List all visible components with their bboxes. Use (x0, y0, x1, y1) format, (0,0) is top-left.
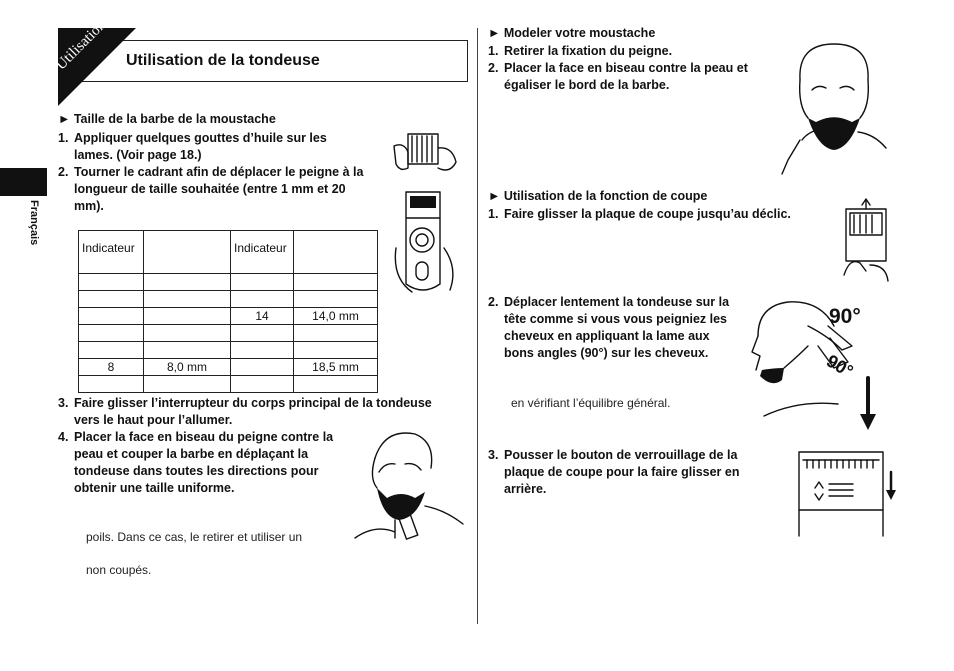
comb-attachment-illustration (392, 128, 462, 188)
table-cell (231, 291, 294, 308)
table-row (79, 308, 378, 325)
table-row (79, 274, 378, 291)
section-tab-label: Utilisation (53, 17, 110, 74)
table-cell (79, 291, 144, 308)
man-cutting-hair-illustration (738, 296, 898, 441)
step-number: 1. (488, 207, 499, 221)
step-number: 3. (488, 448, 499, 462)
trimmer-dial-illustration (392, 188, 462, 303)
angle-label-1: 90° (829, 305, 861, 328)
table-header-row (79, 231, 378, 274)
step-3-switch (58, 395, 458, 429)
length-table (78, 230, 378, 393)
table-cell (144, 291, 231, 308)
table-cell (79, 308, 144, 325)
step-text: Retirer la fixation du peigne. (504, 44, 673, 58)
table-cell (144, 274, 231, 291)
column-divider (477, 28, 478, 624)
table-cell (144, 325, 231, 342)
note-text: en vérifiant l’équilibre général. (511, 396, 671, 410)
step-text: Faire glisser l’interrupteur du corps principal de la tondeuse vers le haut pour l’allumer. (74, 396, 432, 427)
table-cell: 14 (231, 308, 294, 325)
step-text: Placer la face en biseau contre la peau et égaliser le bord de la barbe. (504, 61, 748, 92)
table-cell (231, 325, 294, 342)
step-number: 1. (488, 44, 499, 58)
table-cell (231, 274, 294, 291)
language-label: Français (28, 200, 40, 246)
step-1-remove-comb (488, 43, 778, 60)
step-1-slide-plate (488, 206, 818, 223)
table-cell (144, 342, 231, 359)
step-3-push-lock (488, 447, 768, 498)
table-cell (144, 376, 231, 393)
table-row (79, 376, 378, 393)
table-cell: 14,0 mm (294, 308, 378, 325)
table-header-cell (144, 231, 231, 274)
step-2-dial (58, 164, 368, 215)
table-cell (294, 274, 378, 291)
table-cell (294, 342, 378, 359)
table-row (79, 325, 378, 342)
table-row (79, 359, 378, 376)
lock-button-illustration (795, 448, 900, 540)
table-row (79, 291, 378, 308)
language-tab (0, 168, 47, 196)
table-cell (294, 325, 378, 342)
step-text: Appliquer quelques gouttes d’huile sur les lames. (Voir page 18.) (74, 131, 327, 162)
angle-label-2: 90° (823, 350, 857, 382)
table-cell (144, 308, 231, 325)
note-text: non coupés. (86, 563, 152, 577)
table-cell (231, 376, 294, 393)
step-text: Faire glisser la plaque de coupe jusqu’au déclic. (504, 207, 791, 221)
cutting-plate-illustration (840, 205, 890, 287)
step-text: Placer la face en biseau du peigne contre la peau et couper la barbe en déplaçant la tondeuse dans toutes les directions pour obtenir une taille uniforme. (74, 430, 334, 495)
table-cell (294, 376, 378, 393)
step-2-bevel (488, 60, 778, 94)
step-text: Tourner le cadrant afin de déplacer le peigne à la longueur de taille souhaitée (entre 1 mm et 20 mm). (74, 165, 364, 213)
table-cell: 8,0 mm (144, 359, 231, 376)
step-4-trim (58, 429, 350, 497)
page-title: Utilisation de la tondeuse (126, 52, 320, 69)
step-number: 1. (58, 131, 69, 145)
step-2-move-slowly (488, 294, 740, 362)
step-text: Pousser le bouton de verrouillage de la plaque de coupe pour la faire glisser en arrière. (504, 448, 740, 496)
step-number: 3. (58, 396, 69, 410)
table-cell: 18,5 mm (294, 359, 378, 376)
note-text: poils. Dans ce cas, le retirer et utiliser un (86, 530, 303, 544)
table-cell (231, 342, 294, 359)
table-cell: 8 (79, 359, 144, 376)
step-number: 2. (488, 61, 499, 75)
step-text: Déplacer lentement la tondeuse sur la tête comme si vous vous peigniez les cheveux en appliquant la lame aux bons angles (90°) sur les cheveux. (504, 295, 730, 360)
table-header-cell (294, 231, 378, 274)
table-cell (231, 359, 294, 376)
table-header-cell: Indicateur (79, 231, 144, 274)
table-cell (79, 325, 144, 342)
section-title-moustache: ► Modeler votre moustache (488, 26, 656, 40)
man-trimming-beard-illustration (355, 428, 465, 548)
step-1-oil (58, 130, 368, 164)
section-title-beard: ► Taille de la barbe de la moustache (58, 112, 276, 126)
step-number: 2. (58, 165, 69, 179)
step-number: 2. (488, 295, 499, 309)
table-cell (79, 376, 144, 393)
section-title-cutting: ► Utilisation de la fonction de coupe (488, 189, 708, 203)
table-row (79, 342, 378, 359)
table-cell (79, 342, 144, 359)
table-cell (79, 274, 144, 291)
table-cell (294, 291, 378, 308)
step-number: 4. (58, 430, 69, 444)
table-header-cell: Indicateur (231, 231, 294, 274)
man-moustache-illustration (778, 40, 893, 178)
